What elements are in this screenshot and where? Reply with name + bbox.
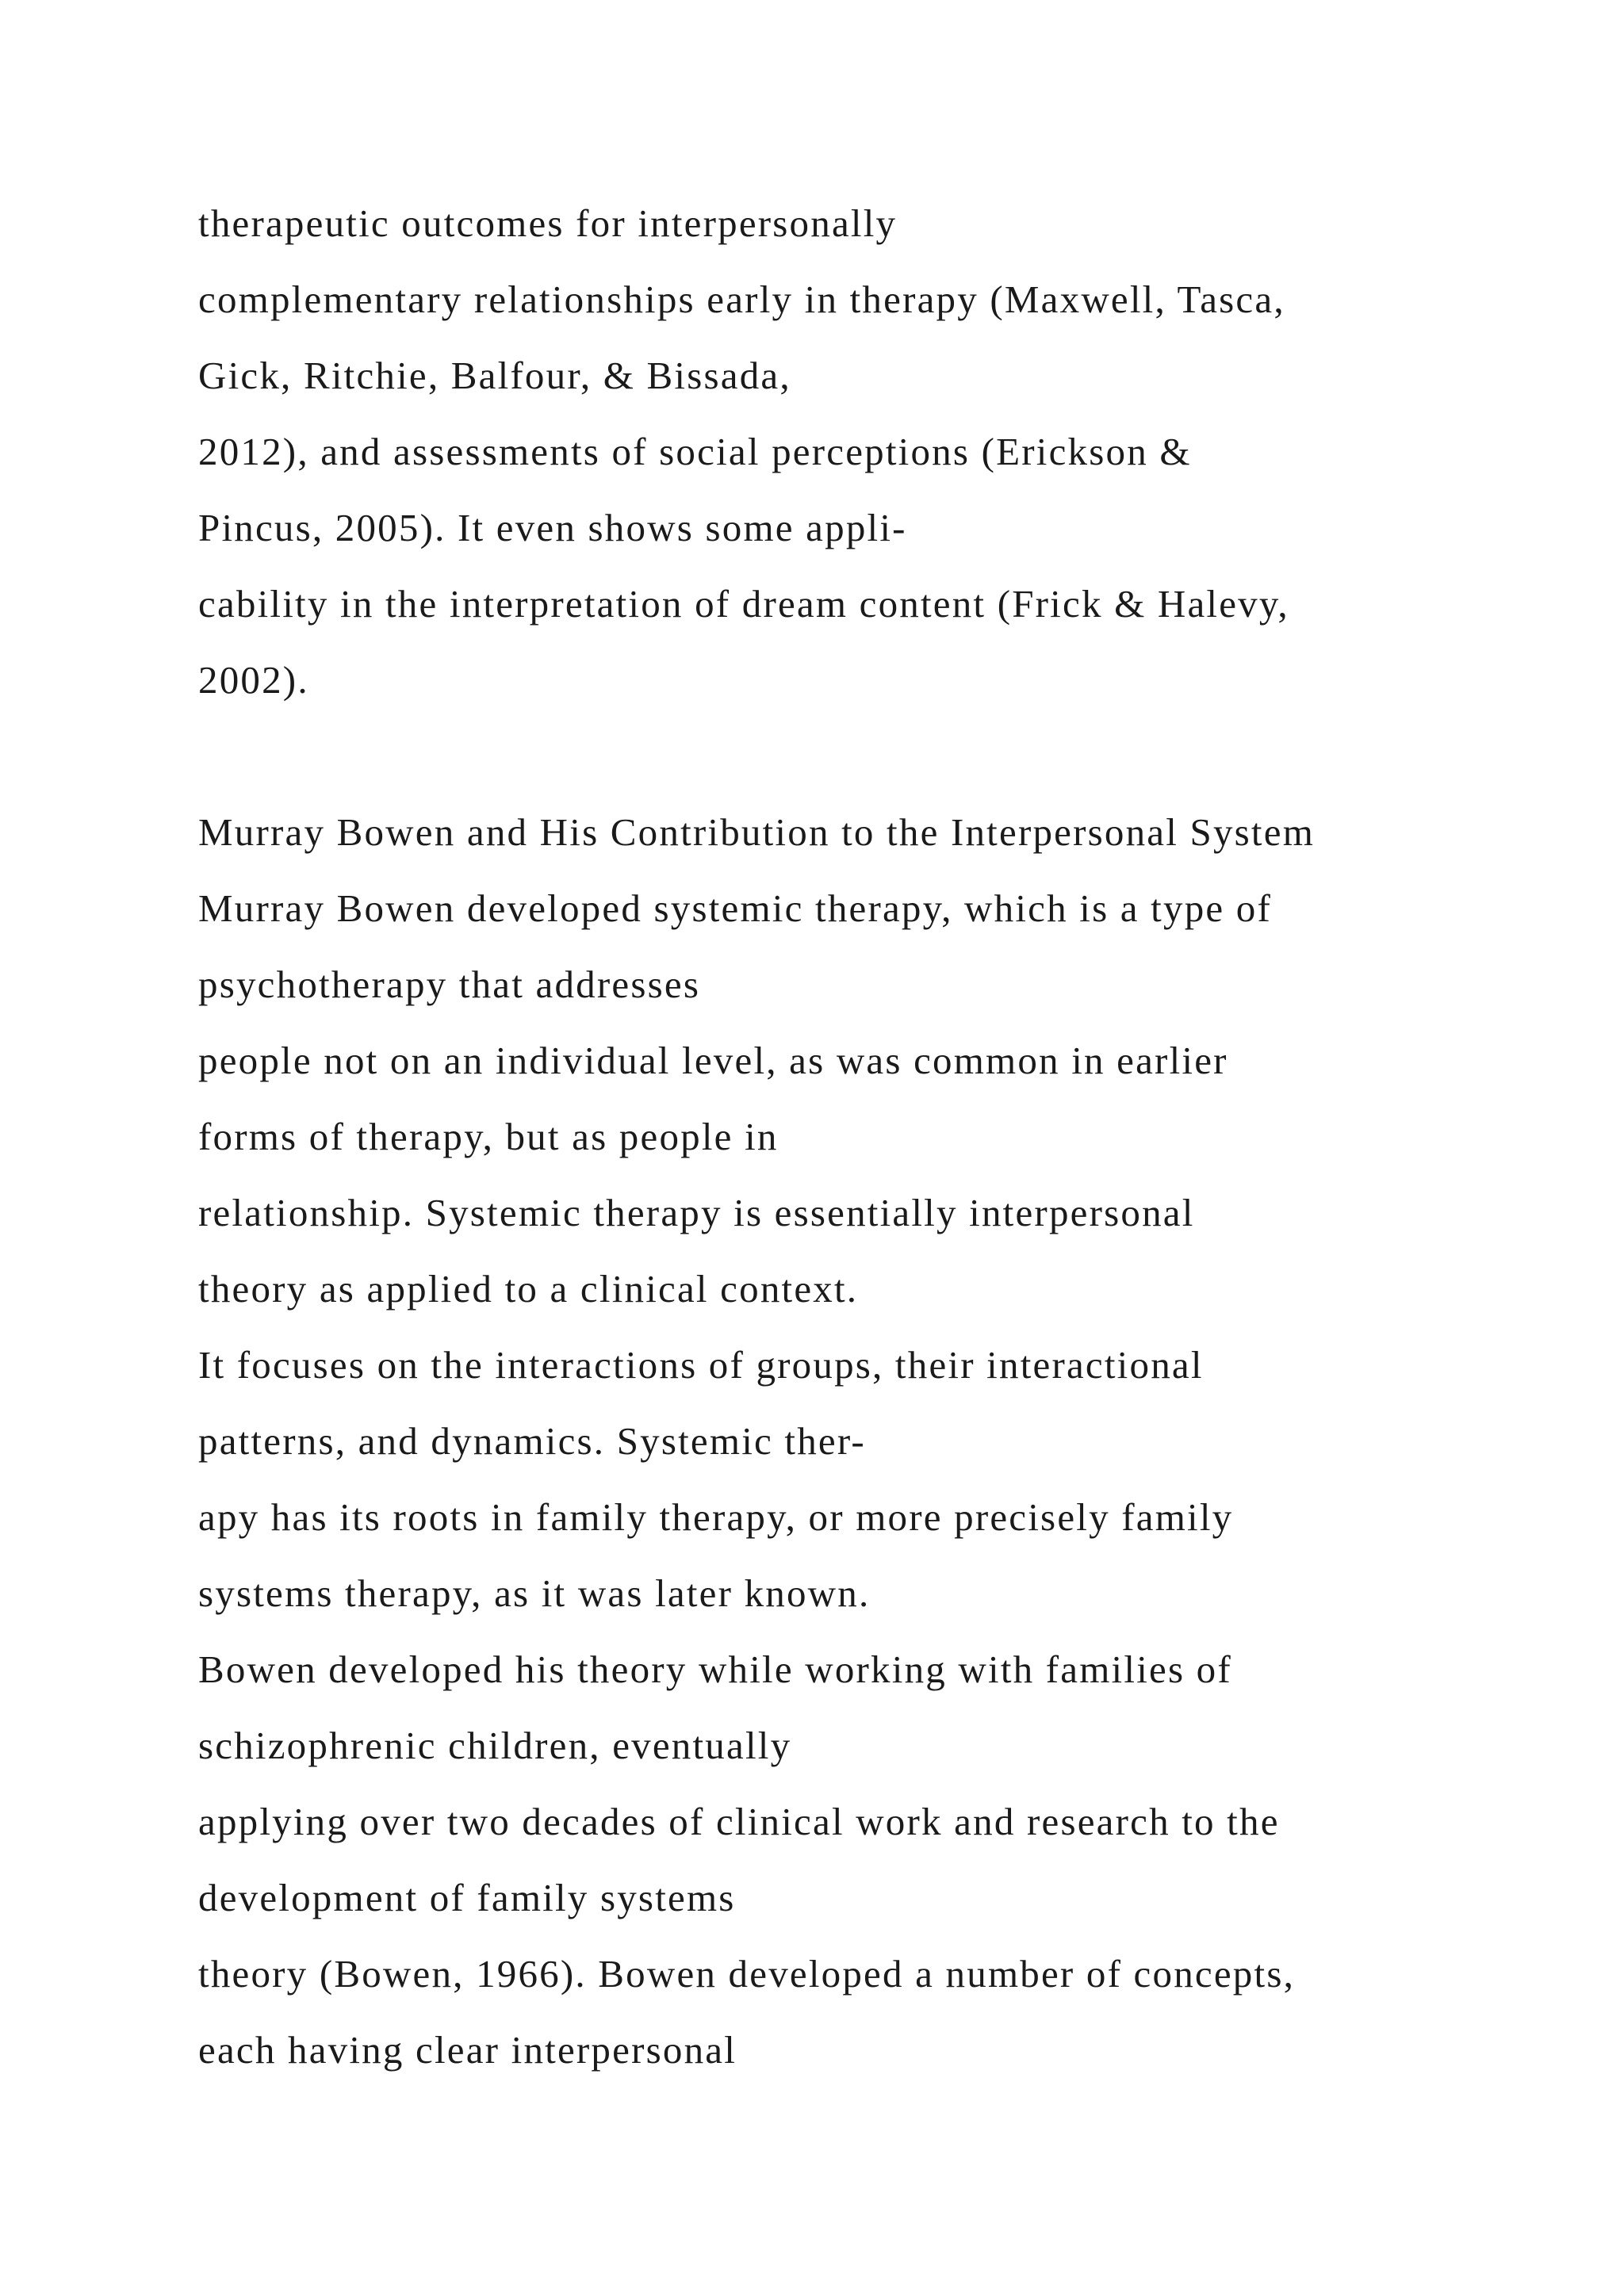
text-line: theory as applied to a clinical context.	[198, 1267, 859, 1311]
text-line: Bowen developed his theory while working with families of	[198, 1647, 1232, 1691]
text-line: apy has its roots in family therapy, or more precisely family	[198, 1495, 1234, 1539]
text-line: Murray Bowen developed systemic therapy, which is a type of	[198, 886, 1273, 930]
text-line: Pincus, 2005). It even shows some appli-	[198, 506, 907, 549]
text-line: cability in the interpretation of dream content (Frick & Halevy,	[198, 582, 1289, 626]
text-line: 2012), and assessments of social perceptions (Erickson &	[198, 430, 1192, 473]
text-line: psychotherapy that addresses	[198, 962, 701, 1006]
section-bowen	[198, 794, 1546, 2088]
text-line: Gick, Ritchie, Balfour, & Bissada,	[198, 354, 791, 397]
text-line: It focuses on the interactions of groups, their interactional	[198, 1343, 1204, 1387]
paragraph-continuation	[198, 186, 1546, 718]
text-line: people not on an individual level, as was common in earlier	[198, 1039, 1228, 1082]
text-line: each having clear interpersonal	[198, 2028, 737, 2072]
text-line: patterns, and dynamics. Systemic ther-	[198, 1419, 866, 1463]
text-line: forms of therapy, but as people in	[198, 1115, 779, 1158]
text-line: systems therapy, as it was later known.	[198, 1571, 871, 1615]
text-line: 2002).	[198, 658, 309, 702]
text-line: schizophrenic children, eventually	[198, 1724, 792, 1767]
text-line: theory (Bowen, 1966). Bowen developed a number of concepts,	[198, 1952, 1296, 1996]
text-line: therapeutic outcomes for interpersonally	[198, 201, 898, 245]
text-line: development of family systems	[198, 1876, 736, 1919]
text-line: applying over two decades of clinical work and research to the	[198, 1800, 1280, 1843]
text-line: complementary relationships early in therapy (Maxwell, Tasca,	[198, 277, 1285, 321]
text-line: relationship. Systemic therapy is essentially interpersonal	[198, 1191, 1195, 1234]
section-heading: Murray Bowen and His Contribution to the Interpersonal System	[198, 810, 1316, 854]
